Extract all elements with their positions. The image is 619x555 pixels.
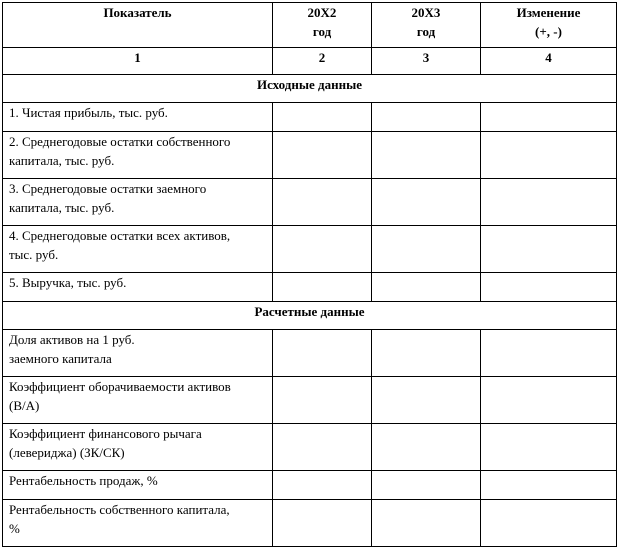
header-year-2-line2: год <box>312 24 332 39</box>
value-cell-change[interactable] <box>481 179 617 226</box>
section-row-calculated <box>3 302 617 330</box>
table-row <box>3 471 617 500</box>
section-title-source: Исходные данные <box>3 75 617 103</box>
value-cell-year-2[interactable] <box>273 500 372 547</box>
table-row <box>3 377 617 424</box>
row-label: 5. Выручка, тыс. руб. <box>3 273 273 302</box>
value-cell-year-3[interactable] <box>372 179 481 226</box>
column-number: 3 <box>372 48 481 75</box>
value-cell-year-3[interactable] <box>372 103 481 132</box>
value-cell-year-3[interactable] <box>372 330 481 377</box>
row-label: 1. Чистая прибыль, тыс. руб. <box>3 103 273 132</box>
header-year-2 <box>273 3 372 48</box>
table-row <box>3 330 617 377</box>
table-row <box>3 500 617 547</box>
value-cell-year-2[interactable] <box>273 179 372 226</box>
header-change-line2: (+, -) <box>535 24 562 39</box>
value-cell-change[interactable] <box>481 132 617 179</box>
column-number: 4 <box>481 48 617 75</box>
column-number: 2 <box>273 48 372 75</box>
row-label: 3. Среднегодовые остатки заемного капитала, тыс. руб. <box>3 179 273 226</box>
value-cell-year-3[interactable] <box>372 471 481 500</box>
value-cell-year-3[interactable] <box>372 500 481 547</box>
header-year-2-line1: 20Х2 <box>307 5 337 20</box>
row-label: Рентабельность собственного капитала, % <box>3 500 273 547</box>
header-year-3-line2: год <box>416 24 436 39</box>
table-row <box>3 103 617 132</box>
value-cell-change[interactable] <box>481 424 617 471</box>
table-row <box>3 226 617 273</box>
row-label: 4. Среднегодовые остатки всех активов, тыс. руб. <box>3 226 273 273</box>
analysis-table <box>2 2 617 547</box>
value-cell-year-3[interactable] <box>372 377 481 424</box>
value-cell-change[interactable] <box>481 103 617 132</box>
header-change-line1: Изменение <box>516 5 581 20</box>
value-cell-year-2[interactable] <box>273 471 372 500</box>
header-year-3 <box>372 3 481 48</box>
table-row <box>3 424 617 471</box>
value-cell-year-2[interactable] <box>273 103 372 132</box>
value-cell-change[interactable] <box>481 377 617 424</box>
column-number-row <box>3 48 617 75</box>
value-cell-year-3[interactable] <box>372 424 481 471</box>
value-cell-year-2[interactable] <box>273 377 372 424</box>
header-change <box>481 3 617 48</box>
header-year-3-line1: 20Х3 <box>411 5 441 20</box>
value-cell-year-2[interactable] <box>273 132 372 179</box>
row-label: Доля активов на 1 руб. заемного капитала <box>3 330 273 377</box>
table-row <box>3 273 617 302</box>
header-indicator: Показатель <box>3 3 273 48</box>
row-label: 2. Среднегодовые остатки собственного капитала, тыс. руб. <box>3 132 273 179</box>
value-cell-year-3[interactable] <box>372 273 481 302</box>
value-cell-year-2[interactable] <box>273 330 372 377</box>
value-cell-change[interactable] <box>481 330 617 377</box>
value-cell-change[interactable] <box>481 500 617 547</box>
value-cell-year-2[interactable] <box>273 424 372 471</box>
row-label: Рентабельность продаж, % <box>3 471 273 500</box>
section-title-calculated: Расчетные данные <box>3 302 617 330</box>
table-row <box>3 132 617 179</box>
table-row <box>3 179 617 226</box>
value-cell-change[interactable] <box>481 471 617 500</box>
value-cell-year-3[interactable] <box>372 226 481 273</box>
value-cell-year-2[interactable] <box>273 273 372 302</box>
value-cell-year-2[interactable] <box>273 226 372 273</box>
value-cell-change[interactable] <box>481 273 617 302</box>
header-row <box>3 3 617 48</box>
value-cell-change[interactable] <box>481 226 617 273</box>
row-label: Коэффициент оборачиваемости активов (В/А) <box>3 377 273 424</box>
row-label: Коэффициент финансового рычага (левериджа) (ЗК/СК) <box>3 424 273 471</box>
column-number: 1 <box>3 48 273 75</box>
section-row-source <box>3 75 617 103</box>
value-cell-year-3[interactable] <box>372 132 481 179</box>
